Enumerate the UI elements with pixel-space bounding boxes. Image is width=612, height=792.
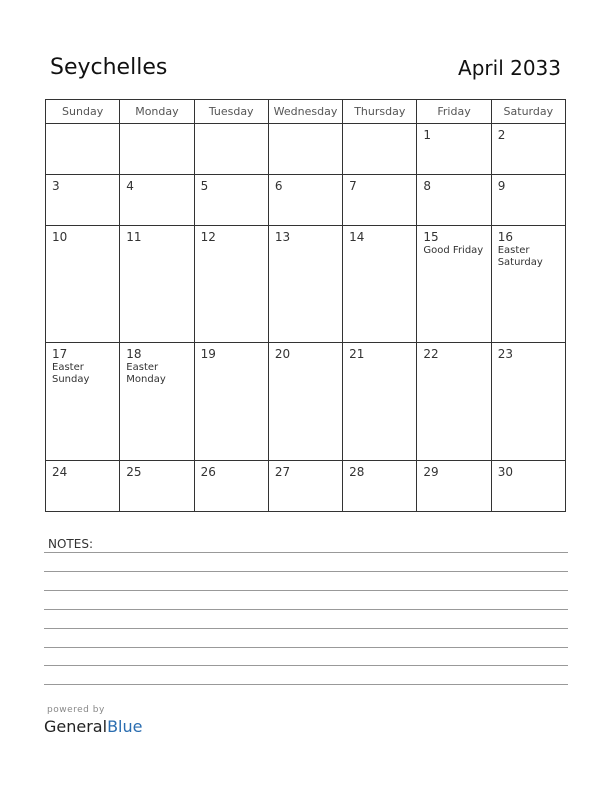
weekday-header: Monday [120, 100, 194, 124]
notes-line [44, 684, 568, 685]
day-number: 9 [497, 178, 506, 193]
day-number: 25 [126, 465, 142, 480]
holiday-label: Easter Monday [126, 362, 166, 386]
day-number: 22 [423, 347, 439, 362]
holiday-label: Good Friday [423, 244, 484, 256]
calendar-week-row [46, 343, 566, 461]
day-number: 26 [200, 465, 216, 480]
calendar-grid [45, 99, 566, 512]
day-cell [343, 225, 417, 343]
day-number: 17 [52, 347, 68, 362]
logo-general-text: General [44, 717, 108, 736]
notes-line [44, 609, 568, 610]
day-number: 2 [497, 128, 506, 142]
day-number: 24 [52, 465, 68, 480]
day-cell [120, 461, 194, 512]
holiday-label: Easter Sunday [52, 362, 90, 386]
day-cell [417, 124, 491, 175]
day-cell [268, 461, 342, 512]
day-cell [417, 225, 491, 343]
day-cell [194, 174, 268, 225]
day-cell [417, 174, 491, 225]
day-number: 21 [349, 347, 365, 362]
day-number: 1 [423, 128, 432, 142]
day-cell [343, 343, 417, 461]
day-cell [417, 343, 491, 461]
calendar-country-title: Seychelles [50, 55, 168, 80]
day-number: 20 [274, 347, 291, 362]
day-cell [268, 343, 342, 461]
day-cell [194, 461, 268, 512]
powered-by-text: powered by [47, 705, 105, 715]
notes-line [44, 590, 568, 591]
day-number: 29 [423, 465, 439, 480]
day-number: 27 [274, 465, 291, 480]
day-cell [120, 174, 194, 225]
weekday-header: Thursday [343, 100, 417, 124]
weekday-header-row [46, 100, 566, 124]
day-cell [120, 343, 194, 461]
day-number: 3 [52, 178, 60, 193]
day-number: 5 [200, 178, 209, 193]
calendar-weeks [46, 124, 566, 512]
day-cell [120, 225, 194, 343]
day-cell [343, 174, 417, 225]
notes-label: NOTES: [48, 537, 93, 551]
day-number: 6 [274, 178, 283, 193]
weekday-header: Saturday [491, 100, 565, 124]
day-cell [268, 225, 342, 343]
day-cell [46, 174, 120, 225]
day-cell [46, 461, 120, 512]
day-number: 7 [349, 178, 357, 193]
notes-line [44, 552, 568, 553]
weekday-header: Tuesday [194, 100, 268, 124]
day-cell [46, 225, 120, 343]
day-cell [120, 124, 194, 175]
holiday-label: Easter Saturday [497, 244, 543, 268]
day-cell [491, 225, 565, 343]
day-number: 13 [274, 229, 291, 244]
day-cell [417, 461, 491, 512]
day-number: 19 [200, 347, 216, 362]
day-cell [491, 343, 565, 461]
calendar-month-title: April 2033 [458, 56, 561, 80]
day-cell [46, 343, 120, 461]
notes-line [44, 628, 568, 629]
day-number: 14 [349, 229, 365, 244]
day-cell [491, 124, 565, 175]
notes-line [44, 647, 568, 648]
generalblue-logo [44, 717, 142, 736]
logo-blue-text: Blue [107, 717, 143, 736]
day-number: 11 [126, 229, 142, 244]
calendar-week-row [46, 124, 566, 175]
day-cell [343, 124, 417, 175]
day-cell [46, 124, 120, 175]
day-cell [194, 343, 268, 461]
day-number: 10 [52, 229, 68, 244]
notes-line [44, 571, 568, 572]
day-number: 15 [423, 229, 439, 244]
notes-line [44, 665, 568, 666]
day-number: 30 [497, 465, 513, 480]
day-cell [491, 174, 565, 225]
day-number: 23 [497, 347, 513, 362]
weekday-header: Friday [417, 100, 491, 124]
day-number: 16 [497, 229, 513, 244]
day-cell [194, 124, 268, 175]
day-cell [268, 124, 342, 175]
day-cell [268, 174, 342, 225]
day-number: 4 [126, 178, 134, 193]
day-cell [343, 461, 417, 512]
day-number: 12 [200, 229, 216, 244]
calendar-week-row [46, 174, 566, 225]
weekday-header: Sunday [46, 100, 120, 124]
day-number: 18 [126, 347, 142, 362]
day-number: 28 [349, 465, 365, 480]
calendar-week-row [46, 461, 566, 512]
day-cell [194, 225, 268, 343]
weekday-header: Wednesday [268, 100, 342, 124]
day-number: 8 [423, 178, 432, 193]
calendar-week-row [46, 225, 566, 343]
day-cell [491, 461, 565, 512]
